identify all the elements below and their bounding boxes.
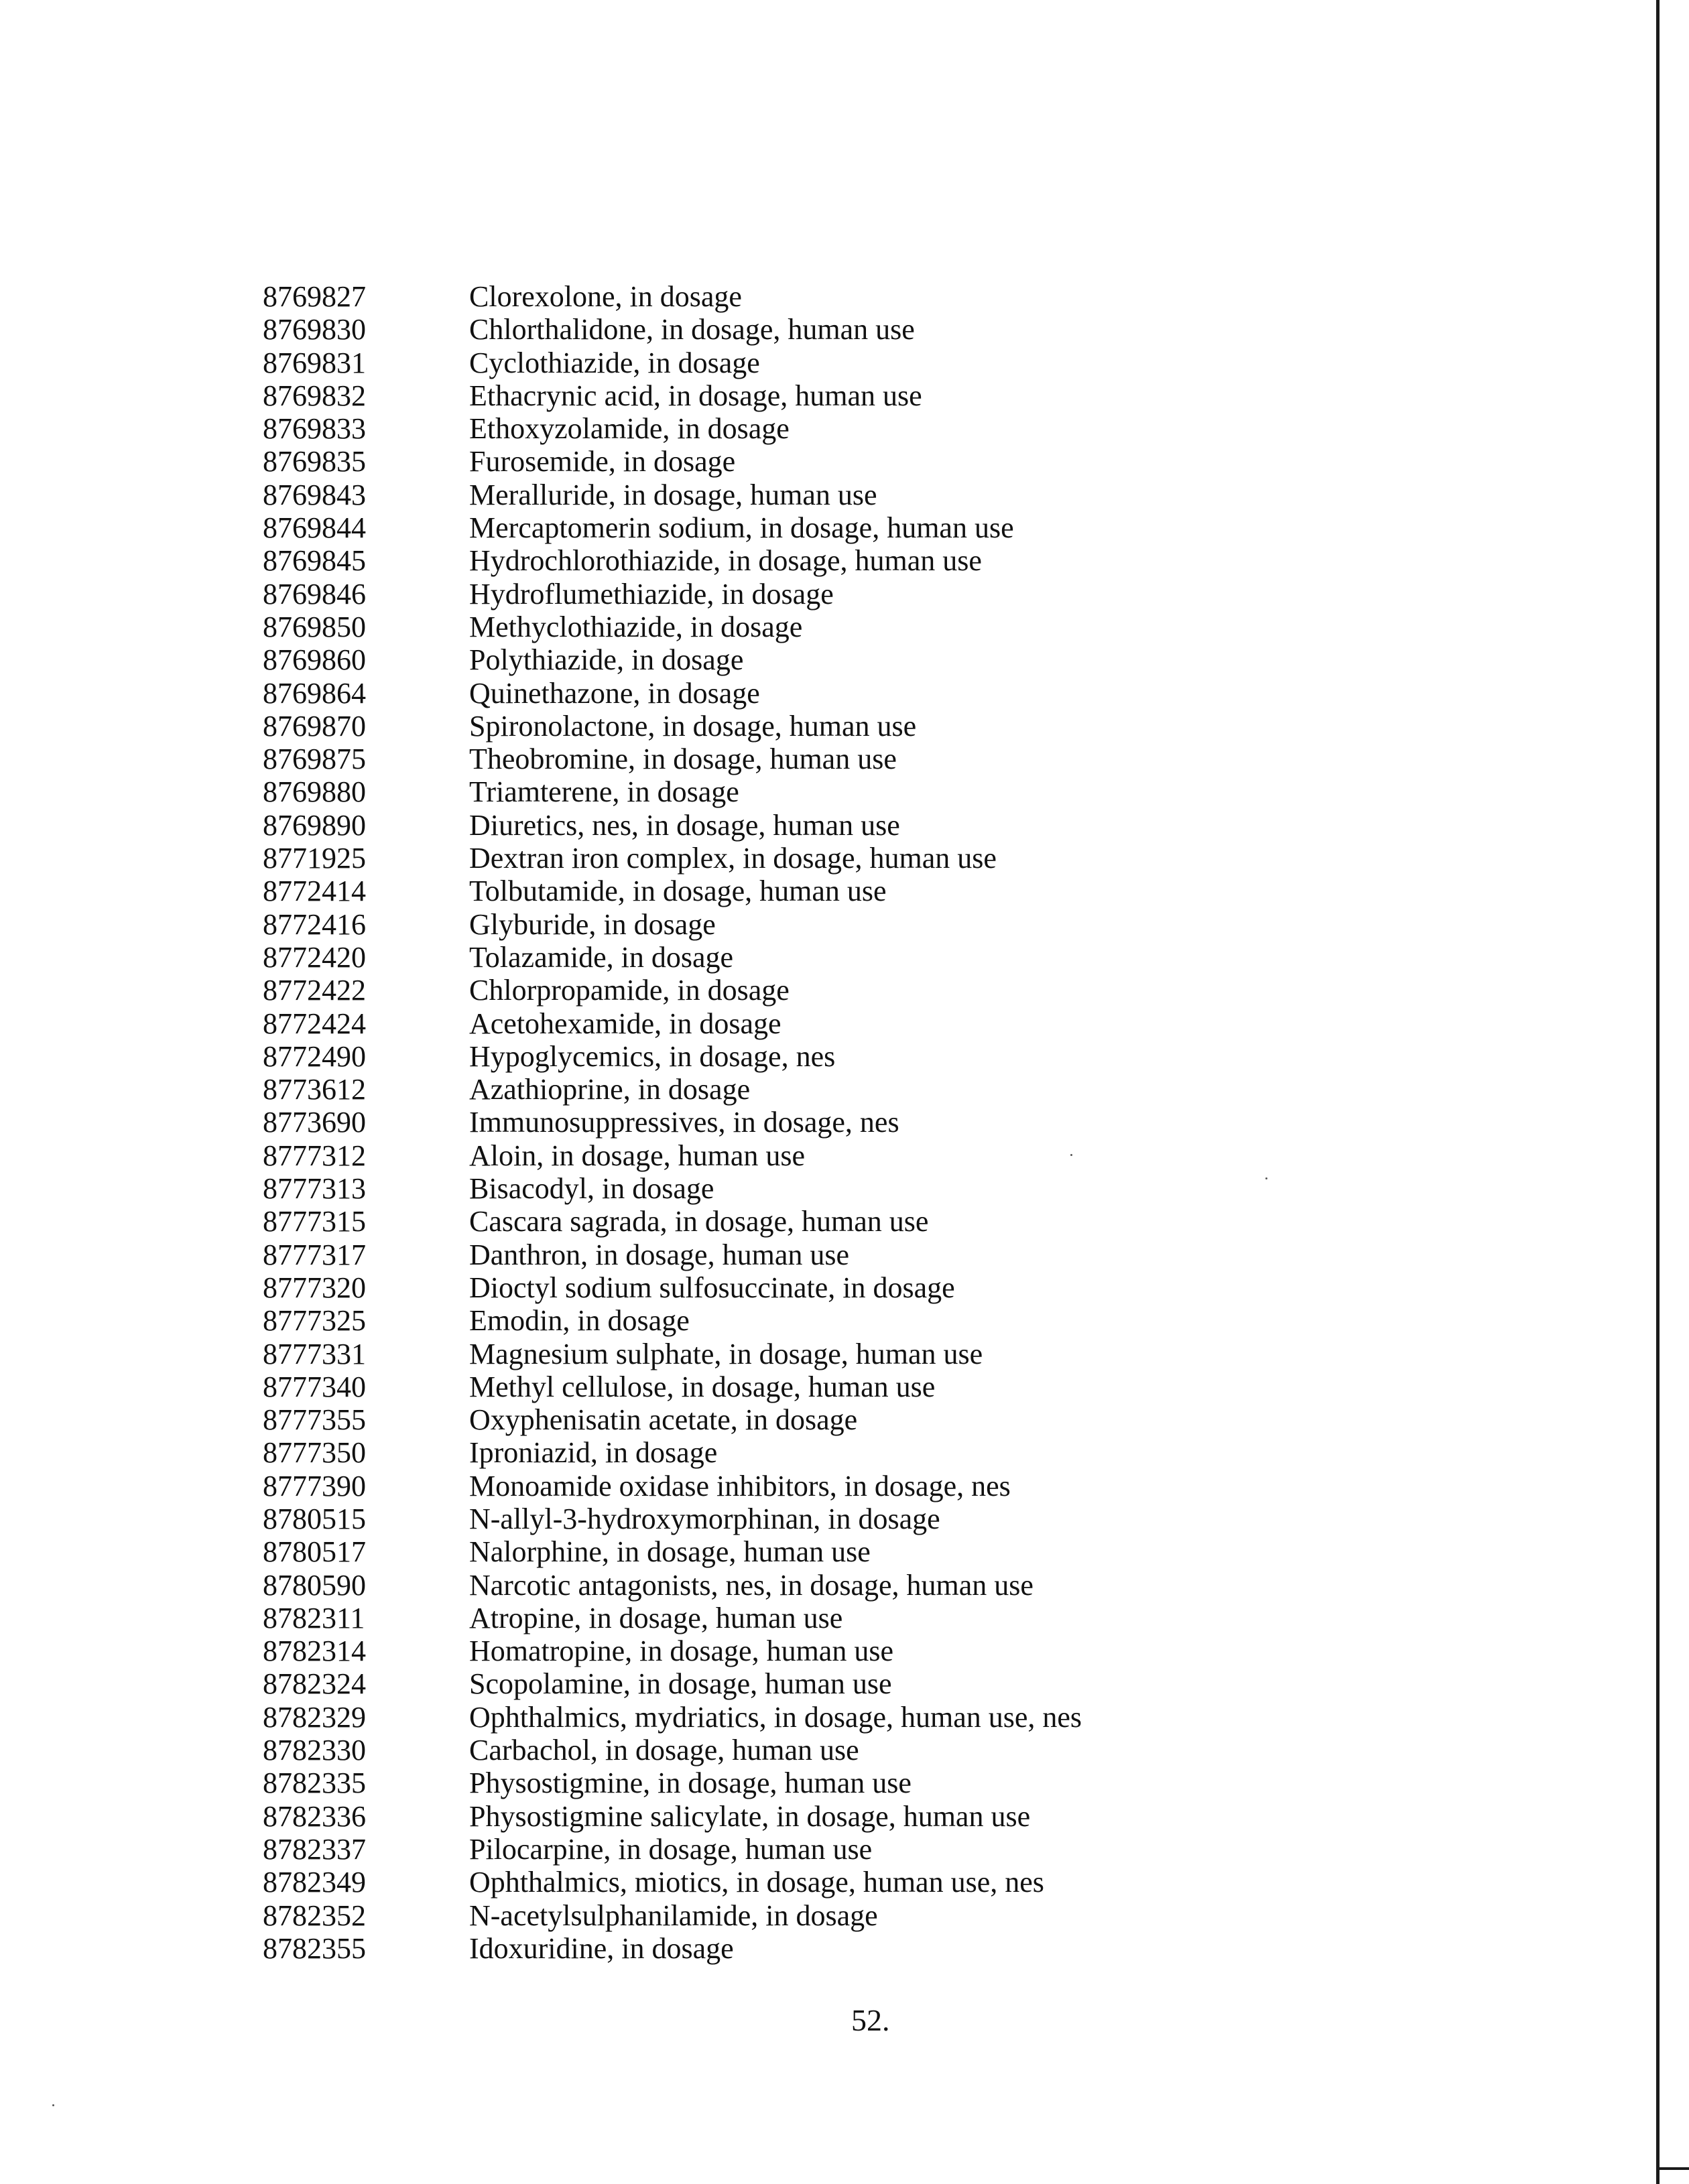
item-description: Furosemide, in dosage [469,445,736,478]
item-code: 8780515 [263,1502,366,1535]
item-description: Iproniazid, in dosage [469,1436,718,1470]
list-item [263,1866,1335,1899]
list-item [263,643,1335,676]
item-code: 8777390 [263,1469,366,1502]
list-item [263,842,1335,875]
item-description: Dioctyl sodium sulfosuccinate, in dosage [469,1271,955,1304]
list-item [263,346,1335,379]
item-description: Ethoxyzolamide, in dosage [469,412,790,446]
list-item [263,1932,1335,1965]
list-item [263,1040,1335,1073]
item-description: Tolbutamide, in dosage, human use [469,875,887,908]
item-description: Aloin, in dosage, human use [469,1139,806,1172]
list-item [263,1833,1335,1866]
list-item [263,280,1335,313]
item-description: Methyclothiazide, in dosage [469,610,803,643]
item-code: 8772420 [263,940,366,974]
list-item [263,1899,1335,1932]
list-item [263,1172,1335,1205]
item-code: 8773690 [263,1106,366,1139]
list-item [263,313,1335,346]
item-description: Monoamide oxidase inhibitors, in dosage, nes [469,1469,1011,1502]
item-description: Physostigmine salicylate, in dosage, human use [469,1799,1031,1833]
item-code: 8782349 [263,1866,366,1899]
item-description: Hydrochlorothiazide, in dosage, human use [469,544,982,578]
list-item [263,1007,1335,1040]
list-item [263,1734,1335,1767]
item-code: 8777320 [263,1271,366,1304]
code-list [263,280,1335,1965]
item-code: 8769843 [263,478,366,511]
item-description: Danthron, in dosage, human use [469,1238,849,1271]
item-description: N-acetylsulphanilamide, in dosage [469,1899,878,1932]
list-item [263,1701,1335,1734]
list-item [263,1436,1335,1469]
item-description: N-allyl-3-hydroxymorphinan, in dosage [469,1502,940,1535]
item-code: 8769844 [263,511,366,545]
list-item [263,908,1335,941]
item-description: Spironolactone, in dosage, human use [469,709,917,743]
list-item [263,875,1335,907]
item-description: Meralluride, in dosage, human use [469,478,877,511]
item-description: Tolazamide, in dosage [469,940,734,974]
list-item [263,445,1335,478]
item-description: Ophthalmics, miotics, in dosage, human use, nes [469,1866,1044,1899]
list-item [263,511,1335,544]
item-code: 8777355 [263,1403,366,1437]
item-description: Chlorthalidone, in dosage, human use [469,313,915,346]
list-item [263,1271,1335,1304]
item-code: 8769835 [263,445,366,478]
scan-edge-corner [1660,2167,1689,2170]
item-description: Ophthalmics, mydriatics, in dosage, human use, nes [469,1700,1082,1734]
item-description: Emodin, in dosage [469,1304,690,1338]
list-item [263,1238,1335,1271]
item-description: Homatropine, in dosage, human use [469,1634,893,1668]
item-code: 8769850 [263,610,366,643]
item-description: Hydroflumethiazide, in dosage [469,577,834,611]
item-description: Immunosuppressives, in dosage, nes [469,1106,899,1139]
item-code: 8782311 [263,1601,365,1634]
item-code: 8782355 [263,1931,366,1965]
list-item [263,1634,1335,1667]
item-code: 8769831 [263,346,366,379]
item-description: Acetohexamide, in dosage [469,1007,781,1040]
list-item [263,1403,1335,1436]
item-code: 8769870 [263,709,366,743]
list-item [263,379,1335,412]
item-description: Methyl cellulose, in dosage, human use [469,1370,936,1403]
item-description: Clorexolone, in dosage [469,280,742,313]
item-description: Ethacrynic acid, in dosage, human use [469,379,922,412]
item-code: 8782335 [263,1767,366,1800]
list-item [263,1667,1335,1700]
scan-speck [1265,1177,1267,1179]
item-code: 8777312 [263,1139,366,1172]
item-code: 8769864 [263,676,366,710]
item-description: Cascara sagrada, in dosage, human use [469,1205,929,1238]
list-item [263,478,1335,511]
list-item [263,941,1335,974]
list-item [263,1569,1335,1602]
item-description: Nalorphine, in dosage, human use [469,1535,871,1569]
item-description: Scopolamine, in dosage, human use [469,1667,892,1701]
list-item [263,1073,1335,1106]
item-code: 8777315 [263,1205,366,1238]
scan-speck [1070,1154,1072,1156]
item-description: Carbachol, in dosage, human use [469,1734,859,1767]
item-code: 8782330 [263,1734,366,1767]
item-description: Bisacodyl, in dosage [469,1172,714,1206]
item-code: 8782337 [263,1832,366,1866]
item-code: 8769890 [263,808,366,842]
item-description: Chlorpropamide, in dosage [469,974,790,1007]
scan-speck [52,2104,54,2106]
item-description: Polythiazide, in dosage [469,643,744,677]
item-description: Magnesium sulphate, in dosage, human use [469,1337,983,1370]
list-item [263,611,1335,643]
item-code: 8777313 [263,1172,366,1206]
item-description: Triamterene, in dosage [469,775,739,809]
item-code: 8777331 [263,1337,366,1370]
item-code: 8769875 [263,743,366,776]
item-description: Dextran iron complex, in dosage, human use [469,842,997,875]
list-item [263,1767,1335,1799]
list-item [263,578,1335,611]
item-code: 8772490 [263,1039,366,1073]
item-code: 8782336 [263,1799,366,1833]
item-code: 8773612 [263,1073,366,1106]
item-description: Pilocarpine, in dosage, human use [469,1832,873,1866]
item-code: 8769833 [263,412,366,446]
item-code: 8782314 [263,1634,366,1668]
list-item [263,1502,1335,1535]
list-item [263,1535,1335,1568]
list-item [263,412,1335,445]
list-item [263,1338,1335,1370]
item-code: 8771925 [263,842,366,875]
page-number: 52. [851,2003,890,2037]
item-description: Oxyphenisatin acetate, in dosage [469,1403,858,1437]
item-code: 8777325 [263,1304,366,1338]
item-description: Mercaptomerin sodium, in dosage, human use [469,511,1014,545]
item-code: 8769830 [263,313,366,346]
item-code: 8769832 [263,379,366,412]
list-item [263,677,1335,710]
list-item [263,775,1335,808]
list-item [263,544,1335,577]
item-description: Hypoglycemics, in dosage, nes [469,1039,836,1073]
item-code: 8772424 [263,1007,366,1040]
list-item [263,743,1335,775]
item-code: 8769827 [263,280,366,313]
item-code: 8772414 [263,875,366,908]
item-code: 8777350 [263,1436,366,1470]
item-code: 8772416 [263,907,366,941]
item-code: 8780517 [263,1535,366,1569]
list-item [263,1602,1335,1634]
item-description: Quinethazone, in dosage [469,676,760,710]
item-code: 8782324 [263,1667,366,1701]
item-description: Azathioprine, in dosage [469,1073,751,1106]
item-description: Physostigmine, in dosage, human use [469,1767,912,1800]
item-description: Glyburide, in dosage [469,907,716,941]
item-description: Idoxuridine, in dosage [469,1931,734,1965]
list-item [263,1205,1335,1238]
list-item [263,1800,1335,1833]
item-code: 8769880 [263,775,366,809]
item-code: 8777317 [263,1238,366,1271]
list-item [263,809,1335,842]
item-code: 8769845 [263,544,366,578]
item-description: Diuretics, nes, in dosage, human use [469,808,900,842]
list-item [263,1106,1335,1139]
item-code: 8780590 [263,1568,366,1602]
scan-edge-right [1656,0,1660,2184]
item-description: Theobromine, in dosage, human use [469,743,897,776]
item-code: 8777340 [263,1370,366,1403]
item-description: Narcotic antagonists, nes, in dosage, human use [469,1568,1034,1602]
list-item [263,1470,1335,1502]
list-item [263,974,1335,1007]
item-code: 8782329 [263,1700,366,1734]
item-code: 8769860 [263,643,366,677]
item-description: Atropine, in dosage, human use [469,1601,843,1634]
item-code: 8772422 [263,974,366,1007]
item-code: 8769846 [263,577,366,611]
item-description: Cyclothiazide, in dosage [469,346,760,379]
item-code: 8782352 [263,1899,366,1932]
list-item [263,1304,1335,1337]
list-item [263,1370,1335,1403]
list-item [263,1139,1335,1172]
list-item [263,710,1335,743]
